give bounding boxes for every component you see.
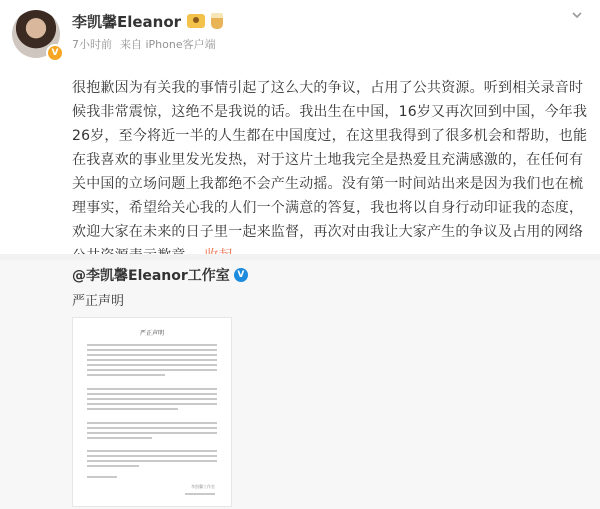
chevron-down-icon[interactable]	[567, 8, 587, 28]
verified-blue-icon: V	[234, 268, 248, 282]
document-paragraph	[87, 388, 217, 413]
statement-image[interactable]	[72, 317, 232, 507]
post-text: 很抱歉因为有关我的事情引起了这么大的争议，占用了公共资源。听到相关录音时候我非常震惊，这绝不是我说的话。我出生在中国，16岁又再次回到中国，今年我26岁，至今将近一半的人生都在中国度过，在这里我得到了很多机会和帮助，也能在我喜欢的事业里发光发热，对于这片土地我完全是热爱且充满感激的，在任何有关中国的立场问题上我都绝不会产生动摇。没有第一时间站出来是因为我们也在梳理事实，希望给关心我的人们一个满意的答复，我也将以自身行动印证我的态度，欢迎大家在未来的日子里一起来监督，再次对由我让大家产生的争议及占用的网络	[72, 80, 588, 240]
document-title: 严正声明	[139, 330, 164, 337]
post-meta	[72, 36, 216, 52]
document-paragraph	[87, 344, 217, 379]
document-paragraph	[87, 450, 217, 470]
repost-author-row	[72, 264, 248, 286]
verified-badge-icon: V	[46, 44, 64, 62]
cup-icon[interactable]	[211, 13, 223, 29]
repost-author[interactable]: @李凯馨Eleanor工作室	[72, 268, 230, 284]
document-closing	[87, 476, 117, 481]
repost-text: 严正声明	[72, 294, 125, 309]
post-time[interactable]: 7小时前	[72, 38, 112, 51]
post-body	[72, 76, 594, 268]
document-date	[185, 493, 215, 498]
repost-card[interactable]	[0, 260, 600, 509]
author-name[interactable]: 李凯馨Eleanor	[72, 12, 182, 31]
medal-icon[interactable]	[187, 14, 205, 28]
post-source: 来自 iPhone客户端	[120, 38, 216, 51]
author-row	[72, 10, 223, 32]
document-paragraph	[87, 422, 217, 442]
document-signature: 李凯馨工作室	[191, 484, 215, 489]
